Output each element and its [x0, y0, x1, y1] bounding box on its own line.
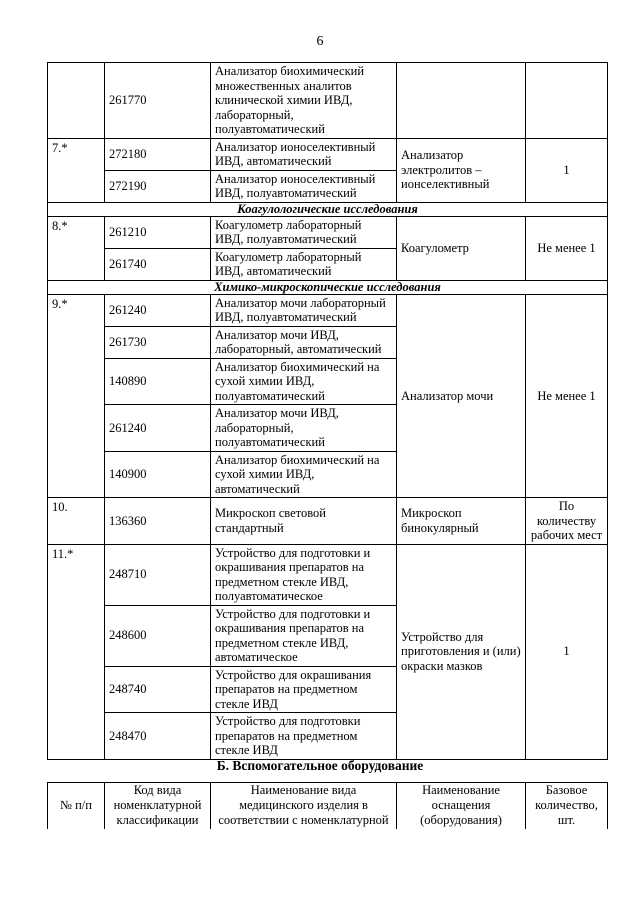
code-cell: 248600: [105, 605, 211, 666]
device-name-cell: Устройство для подготовки препаратов на предметном стекле ИВД: [211, 713, 397, 760]
equipment-cell: Анализатор мочи: [397, 294, 526, 498]
device-name-cell: Анализатор ионоселективный ИВД, автоматический: [211, 138, 397, 170]
code-cell: 140900: [105, 451, 211, 498]
code-cell: 261730: [105, 326, 211, 358]
table-row: [48, 63, 608, 139]
code-cell: 248710: [105, 544, 211, 605]
code-cell: 261240: [105, 405, 211, 452]
header-col-device-name: Наименование вида медицинского изделия в соответствии с номенклатурной: [211, 783, 397, 829]
code-cell: 261770: [105, 63, 211, 139]
code-cell: 261240: [105, 294, 211, 326]
code-cell: 248740: [105, 666, 211, 713]
table-row: [48, 498, 608, 545]
device-name-cell: Анализатор биохимический множественных аналитов клинической химии ИВД, лабораторный, полуавтоматический: [211, 63, 397, 139]
table-row: [48, 216, 608, 248]
qty-cell: [526, 63, 608, 139]
code-cell: 272180: [105, 138, 211, 170]
header-col-equipment: Наименование оснащения (оборудования): [397, 783, 526, 829]
code-cell: 140890: [105, 358, 211, 405]
section-row: [48, 202, 608, 216]
device-name-cell: Микроскоп световой стандартный: [211, 498, 397, 545]
device-name-cell: Коагулометр лабораторный ИВД, полуавтоматический: [211, 216, 397, 248]
code-cell: 261740: [105, 248, 211, 280]
equipment-cell: Устройство для приготовления и (или) окраски мазков: [397, 544, 526, 759]
row-number-cell: 9.*: [48, 294, 105, 498]
header-col-code: Код вида номенклатурной классификации: [105, 783, 211, 829]
equipment-cell: Микроскоп бинокулярный: [397, 498, 526, 545]
qty-cell: По количеству рабочих мест: [526, 498, 608, 545]
table-row: [48, 138, 608, 170]
code-cell: 248470: [105, 713, 211, 760]
row-number-cell: 11.*: [48, 544, 105, 759]
device-name-cell: Анализатор биохимический на сухой химии ИВД, автоматический: [211, 451, 397, 498]
device-name-cell: Устройство для подготовки и окрашивания препаратов на предметном стекле ИВД, автоматическое: [211, 605, 397, 666]
equipment-cell: [397, 63, 526, 139]
row-number-cell: 7.*: [48, 138, 105, 202]
code-cell: 272190: [105, 170, 211, 202]
device-name-cell: Устройство для окрашивания препаратов на предметном стекле ИВД: [211, 666, 397, 713]
section-b-title: Б. Вспомогательное оборудование: [216, 758, 424, 773]
header-col-number: № п/п: [48, 783, 105, 829]
qty-cell: 1: [526, 138, 608, 202]
table-row: [48, 294, 608, 326]
device-name-cell: Анализатор мочи ИВД, лабораторный, автоматический: [211, 326, 397, 358]
page-number: 6: [316, 34, 324, 49]
section-title-coagulology: Коагулологические исследования: [48, 202, 608, 216]
code-cell: 261210: [105, 216, 211, 248]
device-name-cell: Анализатор ионоселективный ИВД, полуавтоматический: [211, 170, 397, 202]
equipment-cell: Анализатор электролитов – ионселективный: [397, 138, 526, 202]
qty-cell: 1: [526, 544, 608, 759]
table-row: [48, 544, 608, 605]
auxiliary-equipment-table-header: [47, 782, 608, 829]
device-name-cell: Устройство для подготовки и окрашивания препаратов на предметном стекле ИВД, полуавтоматическое: [211, 544, 397, 605]
qty-cell: Не менее 1: [526, 294, 608, 498]
code-cell: 136360: [105, 498, 211, 545]
header-col-quantity: Базовое количество, шт.: [526, 783, 608, 829]
row-number-cell: [48, 63, 105, 139]
equipment-cell: Коагулометр: [397, 216, 526, 280]
device-name-cell: Коагулометр лабораторный ИВД, автоматический: [211, 248, 397, 280]
device-name-cell: Анализатор биохимический на сухой химии ИВД, полуавтоматический: [211, 358, 397, 405]
section-title-chem-microscopy: Химико-микроскопические исследования: [48, 280, 608, 294]
row-number-cell: 10.: [48, 498, 105, 545]
device-name-cell: Анализатор мочи лабораторный ИВД, полуавтоматический: [211, 294, 397, 326]
header-row: [48, 783, 608, 829]
device-name-cell: Анализатор мочи ИВД, лабораторный, полуавтоматический: [211, 405, 397, 452]
equipment-table: [47, 62, 608, 760]
row-number-cell: 8.*: [48, 216, 105, 280]
qty-cell: Не менее 1: [526, 216, 608, 280]
section-row: [48, 280, 608, 294]
